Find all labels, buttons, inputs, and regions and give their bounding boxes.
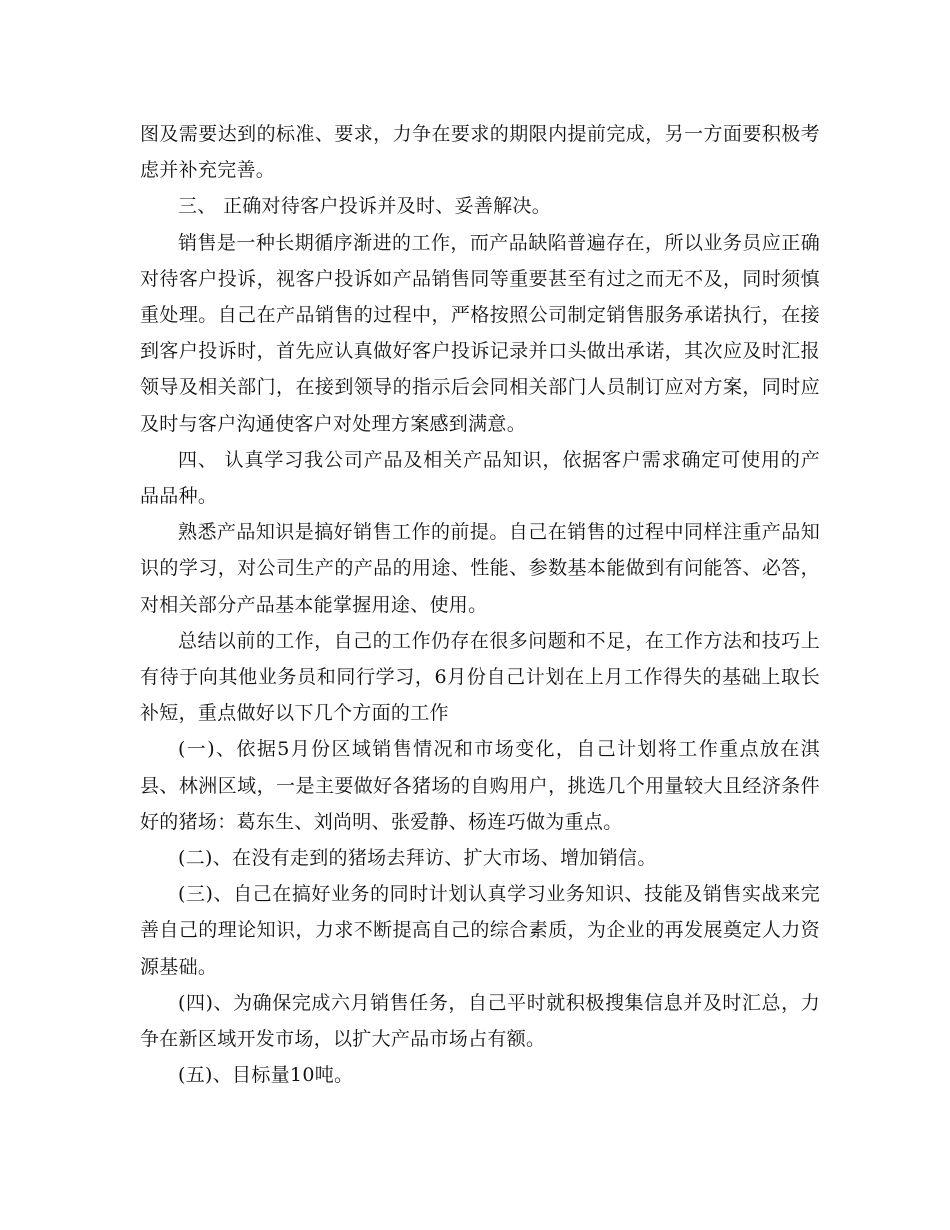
paragraph-continuation: 图及需要达到的标准、要求，力争在要求的期限内提前完成，另一方面要积极考虑并补充完善。 <box>140 123 820 182</box>
paragraph-product-knowledge: 熟悉产品知识是搞好销售工作的前提。自己在销售的过程中同样注重产品知识的学习，对公司生产的产品的用途、性能、参数基本能做到有问能答、必答，对相关部分产品基本能掌握用途、使用。 <box>140 521 820 616</box>
plan-item-4: (四)、为确保完成六月销售任务，自己平时就积极搜集信息并及时汇总，力争在新区域开发市场，以扩大产品市场占有额。 <box>140 991 820 1051</box>
plan-item-1: (一)、依据5月份区域销售情况和市场变化，自己计划将工作重点放在淇县、林洲区域，一是主要做好各猪场的自购用户，挑选几个用量较大且经济条件好的猪场：葛东生、刘尚明、张爱静、杨连巧做为重点。 <box>140 738 820 833</box>
paragraph-complaints: 销售是一种长期循序渐进的工作，而产品缺陷普遍存在，所以业务员应正确对待客户投诉，视客户投诉如产品销售同等重要甚至有过之而无不及，同时须慎重处理。自己在产品销售的过程中，严格按照公司制定销售服务承诺执行，在接到客户投诉时，首先应认真做好客户投诉记录并口头做出承诺，其次应及时汇报领导及相关部门，在接到领导的指示后会同相关部门人员制订应对方案，同时应及时与客户沟通使客户对处理方案感到满意。 <box>140 231 820 435</box>
paragraph-summary: 总结以前的工作，自己的工作仍存在很多问题和不足，在工作方法和技巧上有待于向其他业务员和同行学习，6月份自己计划在上月工作得失的基础上取长补短，重点做好以下几个方面的工作 <box>140 629 820 725</box>
plan-item-5: (五)、目标量10吨。 <box>178 1064 354 1087</box>
section-heading-3: 三、 正确对待客户投诉并及时、妥善解决。 <box>178 195 552 218</box>
document-body <box>140 116 820 1093</box>
plan-item-3: (三)、自己在搞好业务的同时计划认真学习业务知识、技能及销售实战来完善自己的理论知识，力求不断提高自己的综合素质，为企业的再发展奠定人力资源基础。 <box>140 883 820 978</box>
section-heading-4: 四、 认真学习我公司产品及相关产品知识，依据客户需求确定可使用的产品品种。 <box>140 448 820 508</box>
plan-item-2: (二)、在没有走到的猪场去拜访、扩大市场、增加销信。 <box>178 847 657 870</box>
